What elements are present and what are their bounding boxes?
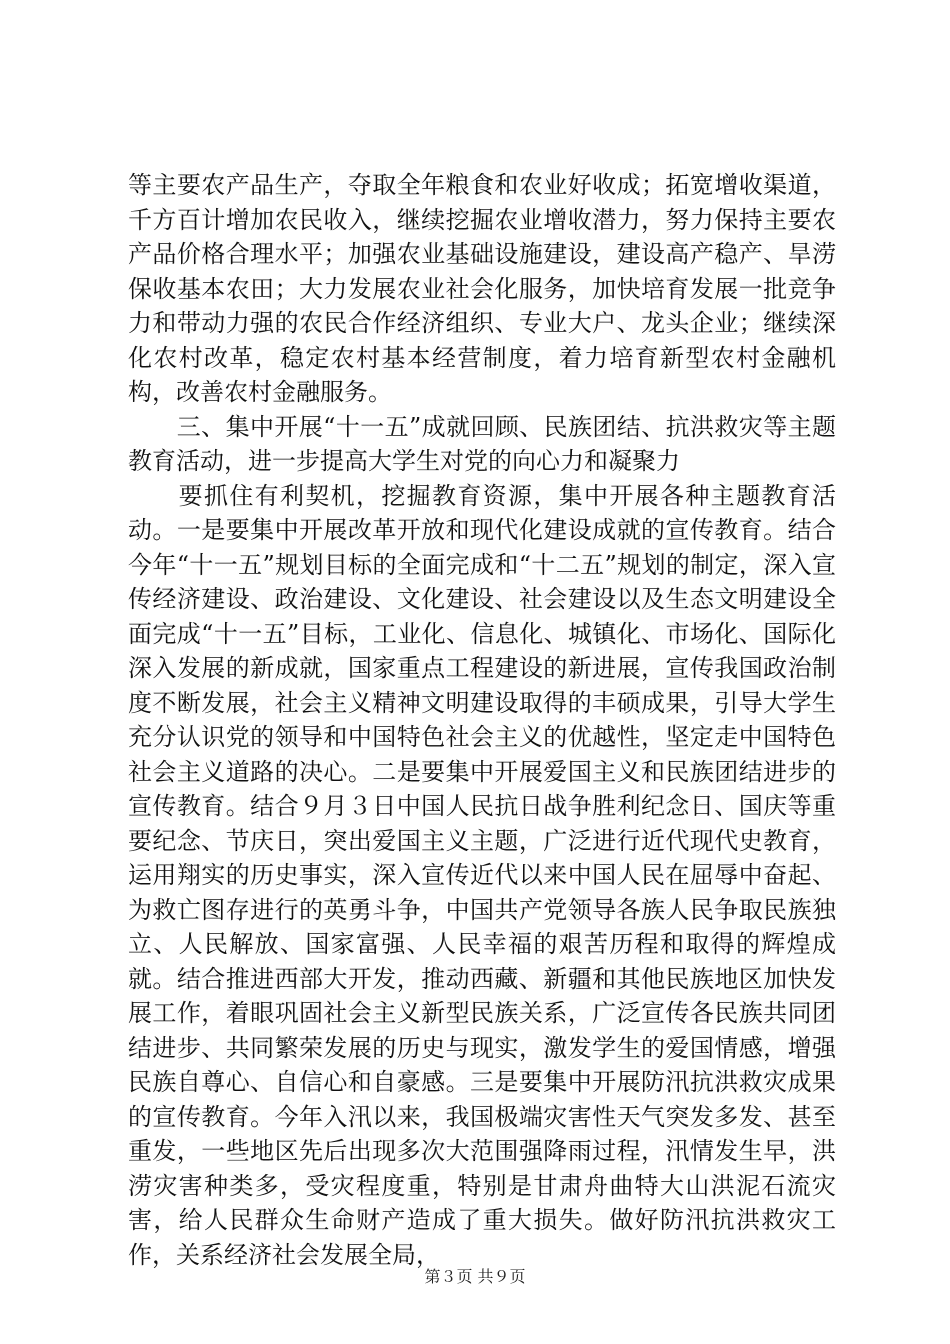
page-number-footer: 第３页 共９页 — [424, 1267, 526, 1286]
paragraph-main: 要抓住有利契机，挖掘教育资源，集中开展各种主题教育活动。一是要集中开展改革开放和现代化建设成就的宣传教育。结合今年“十一五”规划目标的全面完成和“十二五”规划的制定，深入宣传经济建设、政治建设、文化建设、社会建设以及生态文明建设全面完成“十一五”目标，工业化、信息化、城镇化、市场化、国际化深入发展的新成就，国家重点工程建设的新进展，宣传我国政治制度不断发展，社会主义精神文明建设取得的丰硕成果，引导大学生充分认识党的领导和中国特色社会主义的优越性，坚定走中国特色社会主义道路的决心。二是要集中开展爱国主义和民族团结进步的宣传教育。结合９月３日中国人民抗日战争胜利纪念日、国庆等重要纪念、节庆日，突出爱国主义主题，广泛进行近代现代史教育，运用翔实的历史事实，深入宣传近代以来中国人民在屈辱中奋起、为救亡图存进行的英勇斗争，中国共产党领导各族人民争取民族独立、人民解放、国家富强、人民幸福的艰苦历程和取得的辉煌成就。结合推进西部大开发，推动西藏、新疆和其他民族地区加快发展工作，着眼巩固社会主义新型民族关系，广泛宣传各民族共同团结进步、共同繁荣发展的历史与现实，激发学生的爱国情感，增强民族自尊心、自信心和自豪感。三是要集中开展防汛抗洪救灾成果的宣传教育。今年入汛以来，我国极端灾害性天气突发多发、甚至重发，一些地区先后出现多次大范围强降雨过程，汛情发生早，洪涝灾害种类多，受灾程度重，特别是甘肃舟曲特大山洪泥石流灾害，给人民群众生命财产造成了重大损失。做好防汛抗洪救灾工作，关系经济社会发展全局， — [128, 481, 836, 1269]
document-body — [128, 168, 836, 1272]
section-heading-three: 三、集中开展“十一五”成就回顾、民族团结、抗洪救灾等主题教育活动，进一步提高大学生对党的向心力和凝聚力 — [128, 412, 836, 475]
paragraph-continuation: 等主要农产品生产，夺取全年粮食和农业好收成；拓宽增收渠道，千方百计增加农民收入，继续挖掘农业增收潜力，努力保持主要农产品价格合理水平；加强农业基础设施建设，建设高产稳产、旱涝保收基本农田；大力发展农业社会化服务，加快培育发展一批竞争力和带动力强的农民合作经济组织、专业大户、龙头企业；继续深化农村改革，稳定农村基本经营制度，着力培育新型农村金融机构，改善农村金融服务。 — [128, 171, 836, 406]
